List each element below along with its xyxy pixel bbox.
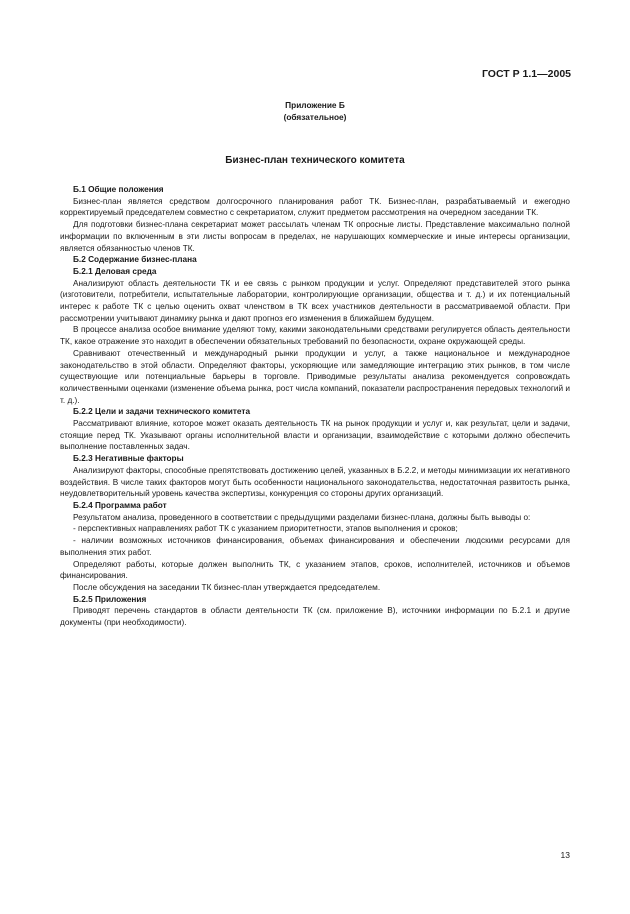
document-title: Бизнес-план технического комитета bbox=[225, 155, 405, 166]
list-item: - наличии возможных источников финансирования, объемах финансирования и обеспечении людскими ресурсами для выполнения этих работ. bbox=[60, 536, 570, 557]
list-item: - перспективных направлениях работ ТК с указанием приоритетности, этапов выполнения и сроков; bbox=[73, 524, 458, 534]
paragraph: В процессе анализа особое внимание уделяют тому, какими законодательными средствами регулируется область деятельности ТК, какое отражение это находит в обеспечении обязательных требований по безопасности, охране окружающей среды. bbox=[60, 325, 570, 347]
document-body bbox=[60, 184, 570, 629]
paragraph: Анализируют факторы, способные препятствовать достижению целей, указанных в Б.2.2, и методы минимизации их негативного воздействия. В числе таких факторов могут быть особенности национального законодательства, недостаточная развитость рынка, неудовлетворительный уровень качества экспертизы, конкуренция со стороны других организаций. bbox=[60, 465, 570, 499]
subsection-heading-b2-2: Б.2.2 Цели и задачи технического комитета bbox=[73, 407, 251, 417]
paragraph: Для подготовки бизнес-плана секретариат может рассылать членам ТК опросные листы. Представление максимально полной информации по включенным в эти листы вопросам в пределах, не нарушающих коммерческие и иные интересы организации, является обязанностью членов ТК. bbox=[60, 220, 570, 253]
subsection-heading-b2-3: Б.2.3 Негативные факторы bbox=[73, 454, 184, 464]
paragraph: Определяют работы, которые должен выполнить ТК, с указанием этапов, сроков, исполнителей, источников и объемов финансирования. bbox=[60, 559, 570, 581]
section-heading-b2: Б.2 Содержание бизнес-плана bbox=[73, 255, 197, 265]
subsection-heading-b2-4: Б.2.4 Программа работ bbox=[73, 500, 167, 510]
page-number: 13 bbox=[560, 850, 570, 860]
paragraph: Сравнивают отечественный и международный рынки продукции и услуг, а также национальное и международное законодательство в этой области. Определяют факторы, ускоряющие или замедляющие интеграцию этих рынков, в том числе существующие или потенциальные барьеры в торговле. Приводимые результаты анализа рекомендуется сопровождать количественными оценками (изменение объема рынка, рост числа компаний, показатели распространения передовых технологий и т. д.). bbox=[60, 348, 570, 405]
standard-designation: ГОСТ Р 1.1—2005 bbox=[481, 68, 571, 80]
paragraph: Рассматривают влияние, которое может оказать деятельность ТК на рынок продукции и услуг и, как результат, цели и задачи, стоящие перед ТК. Указывают органы исполнительной власти и организации, взаимодействие с которыми должно обеспечить выполнение поставленных задач. bbox=[60, 419, 570, 452]
paragraph: Результатом анализа, проведенного в соответствии с предыдущими разделами бизнес-плана, должны быть выводы о: bbox=[73, 512, 531, 522]
subsection-heading-b2-5: Б.2.5 Приложения bbox=[73, 594, 147, 604]
annex-status: (обязательное) bbox=[283, 112, 347, 122]
annex-title: Приложение Б bbox=[285, 100, 345, 110]
subsection-heading-b2-1: Б.2.1 Деловая среда bbox=[73, 266, 157, 276]
section-heading-b1: Б.1 Общие положения bbox=[73, 185, 164, 194]
paragraph: Анализируют область деятельности ТК и ее связь с рынком продукции и услуг. Определяют представителей этого рынка (изготовители, потребители, испытательные лаборатории, контролирующие организации, общества и т. д.) и их потенциальный интерес к работе ТК с целью оценить охват членством в ТК всех участников деятельности в рассматриваемой области. При рассмотрении учитывают динамику рынка и дают прогноз его изменения в ближайшем будущем. bbox=[60, 278, 570, 323]
paragraph: Бизнес-план является средством долгосрочного планирования работ ТК. Бизнес-план, разрабатываемый и ежегодно корректируемый председателем совместно с секретариатом, служит предметом рассмотрения на очередном заседании ТК. bbox=[60, 196, 570, 218]
paragraph: После обсуждения на заседании ТК бизнес-план утверждается председателем. bbox=[73, 582, 381, 592]
paragraph: Приводят перечень стандартов в области деятельности ТК (см. приложение В), источники информации по Б.2.1 и другие документы (при необходимости). bbox=[60, 606, 570, 628]
annex-header bbox=[0, 99, 630, 123]
